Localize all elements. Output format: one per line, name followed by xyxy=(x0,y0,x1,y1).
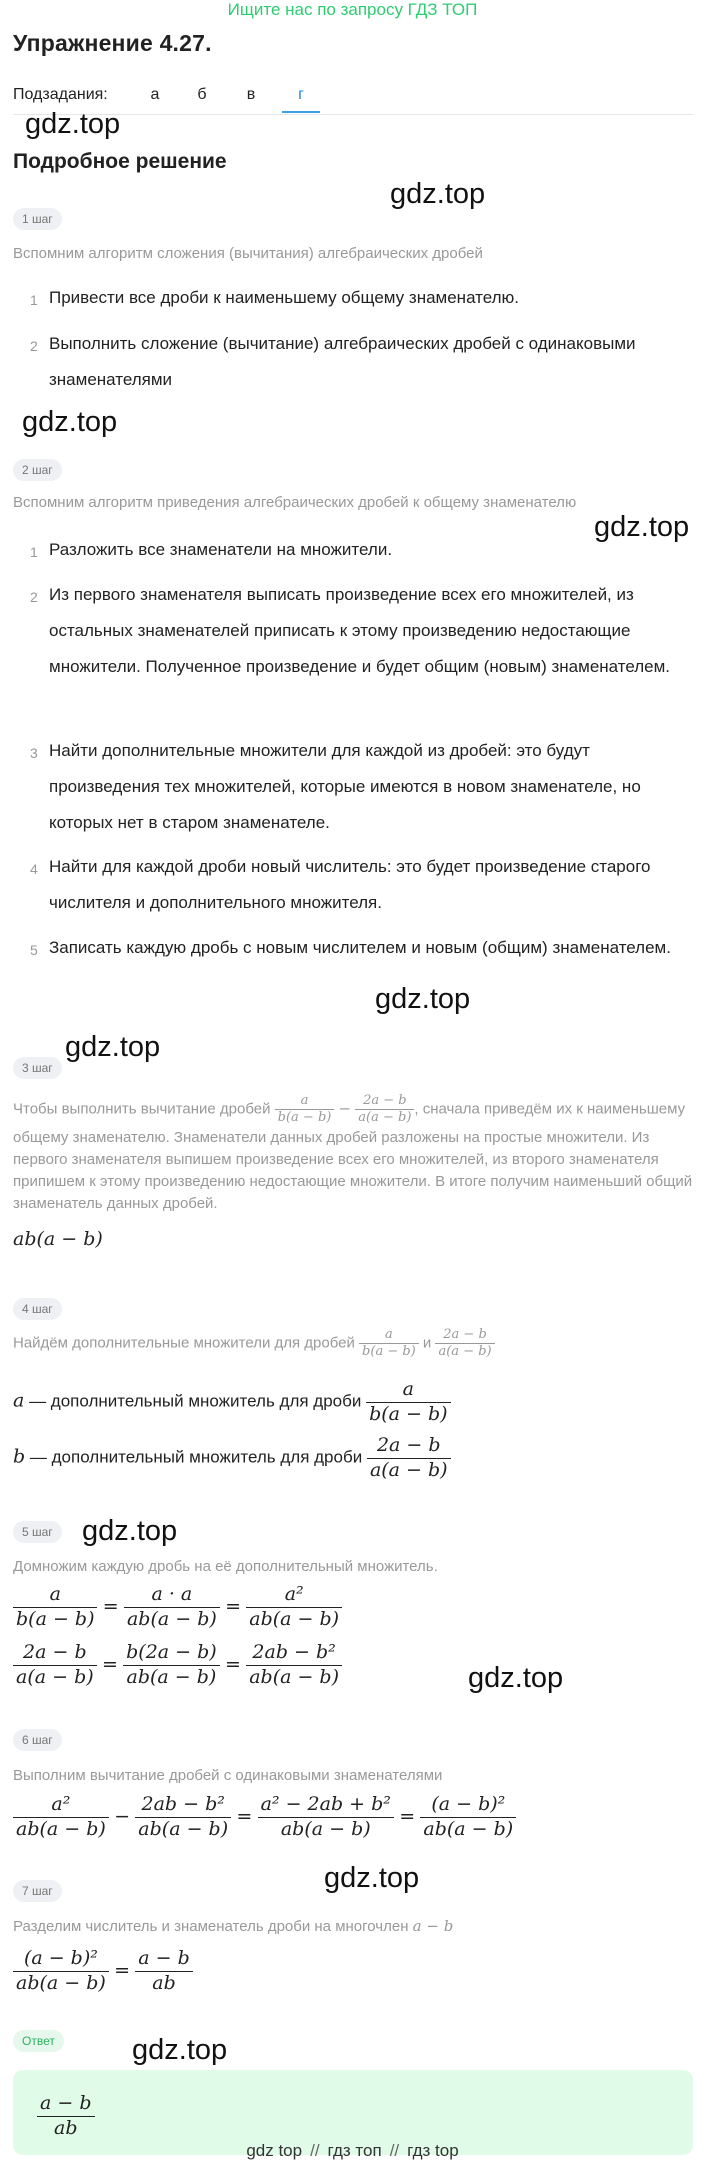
numerator: 2ab − b² xyxy=(135,1793,231,1818)
equals-sign: = xyxy=(225,1653,241,1676)
list-item: Найти дополнительные множители для каждой из дробей: это будут произведения тех множителей, которые имеются в новом знаменателе, но которых нет в старом знаменателе. xyxy=(49,741,641,832)
numerator: a − b xyxy=(37,2092,95,2117)
step-note xyxy=(13,1915,693,1938)
list-number: 1 xyxy=(30,544,38,560)
multiplier-line xyxy=(13,1378,451,1427)
answer-badge: Ответ xyxy=(13,2030,64,2052)
denominator: b(a − b) xyxy=(16,1607,95,1630)
step-badge: 6 шаг xyxy=(13,1729,62,1751)
denominator: a(a − b) xyxy=(358,1110,412,1126)
tab-g[interactable]: г xyxy=(298,86,304,103)
note-text: , сначала приведём их к наименьшему общему знаменателю. Знаменатели данных дробей разложены на простые множители. Из первого знаменателя выпишем произведение всех его множителей, из второго знаменателя припишем к этому произведению недостающие множители. В итоге получим наименьший общий знаменатель данных дробей. xyxy=(13,1100,693,1212)
numerator: 2a − b xyxy=(435,1327,494,1344)
footer-link[interactable]: гдз топ xyxy=(327,2141,382,2160)
list-number: 2 xyxy=(30,589,38,605)
divisor: a − b xyxy=(412,1917,454,1935)
fraction xyxy=(246,1583,342,1632)
list-item: Из первого знаменателя выписать произведение всех его множителей, из остальных знаменателей приписать к этому произведению недостающие множители. Полученное произведение и будет общим (новым) знаменателем. xyxy=(49,585,671,676)
step-badge: 7 шаг xyxy=(13,1880,62,1902)
multiplier-var: a xyxy=(13,1389,25,1412)
fraction xyxy=(13,1793,109,1842)
denominator: ab(a − b) xyxy=(16,1817,106,1840)
denominator: ab xyxy=(54,2116,78,2139)
fraction xyxy=(246,1641,342,1690)
fraction xyxy=(355,1093,414,1127)
numerator: a − b xyxy=(135,1947,193,1972)
section-heading: Подробное решение xyxy=(13,150,227,173)
numerator: 2ab − b² xyxy=(246,1641,342,1666)
step-badge: 4 шаг xyxy=(13,1298,62,1320)
note-text: Разделим числитель и знаменатель дроби на многочлен xyxy=(13,1918,409,1935)
footer-separator: // xyxy=(389,2141,400,2160)
watermark: gdz.top xyxy=(22,406,118,438)
fraction xyxy=(13,1947,109,1996)
equals-sign: = xyxy=(101,1653,118,1676)
step-note xyxy=(13,1093,693,1215)
numerator: 2a − b xyxy=(13,1641,97,1666)
step-note: Вспомним алгоритм приведения алгебраических дробей к общему знаменателю xyxy=(13,494,577,511)
fraction xyxy=(258,1793,394,1842)
watermark: gdz.top xyxy=(390,178,486,210)
step-badge: 2 шаг xyxy=(13,459,62,481)
note-text: Чтобы выполнить вычитание дробей xyxy=(13,1100,271,1118)
watermark: gdz.top xyxy=(594,511,690,543)
multiplier-text: — дополнительный множитель для дроби xyxy=(29,1391,362,1411)
tab-a[interactable]: а xyxy=(150,86,160,103)
answer-fraction xyxy=(37,2092,95,2141)
tab-b[interactable]: б xyxy=(197,86,207,103)
page-title: Упражнение 4.27. xyxy=(13,30,212,56)
fraction xyxy=(275,1093,335,1127)
numerator: a xyxy=(275,1093,335,1110)
denominator: a(a − b) xyxy=(369,1458,448,1481)
equals-sign: = xyxy=(225,1595,241,1618)
numerator: b(2a − b) xyxy=(123,1641,220,1666)
numerator: a xyxy=(359,1327,419,1344)
multiplier-text: — дополнительный множитель для дроби xyxy=(29,1447,363,1467)
fraction xyxy=(124,1583,220,1632)
footer-link[interactable]: гдз top xyxy=(407,2141,459,2160)
denominator: b(a − b) xyxy=(369,1402,448,1425)
denominator: a(a − b) xyxy=(16,1665,94,1688)
minus-sign: − xyxy=(338,1099,352,1118)
fraction xyxy=(135,1793,231,1842)
note-text: и xyxy=(422,1334,432,1352)
step-note xyxy=(13,1327,693,1361)
watermark: gdz.top xyxy=(25,108,121,140)
search-banner[interactable]: Ищите нас по запросу ГДЗ ТОП xyxy=(227,0,478,19)
numerator: a · a xyxy=(124,1583,220,1608)
common-denominator: ab(a − b) xyxy=(13,1228,103,1250)
active-tab-indicator xyxy=(282,111,320,113)
step-note: Выполним вычитание дробей с одинаковыми знаменателями xyxy=(13,1767,443,1784)
equals-sign: = xyxy=(399,1805,416,1828)
denominator: ab(a − b) xyxy=(249,1607,340,1630)
multiplier-line xyxy=(13,1434,451,1483)
list-item: Выполнить сложение (вычитание) алгебраических дробей с одинаковыми знаменателями xyxy=(49,334,636,389)
fraction xyxy=(367,1434,451,1483)
fraction xyxy=(123,1641,220,1690)
denominator: ab(a − b) xyxy=(126,1607,217,1630)
denominator: b(a − b) xyxy=(362,1344,416,1360)
step-badge: 5 шаг xyxy=(13,1521,62,1543)
step-badge: 3 шаг xyxy=(13,1057,62,1079)
numerator: (a − b)² xyxy=(420,1793,516,1818)
numerator: a² xyxy=(246,1583,342,1608)
list-item: Привести все дроби к наименьшему общему знаменателю. xyxy=(49,288,520,307)
numerator: a xyxy=(13,1583,97,1608)
fraction xyxy=(13,1583,97,1632)
denominator: ab(a − b) xyxy=(249,1665,340,1688)
numerator: (a − b)² xyxy=(13,1947,109,1972)
equation-row xyxy=(13,1947,193,1996)
list-item: Записать каждую дробь с новым числителем и новым (общим) знаменателем. xyxy=(49,938,671,957)
denominator: ab(a − b) xyxy=(16,1971,106,1994)
numerator: a² − 2ab + b² xyxy=(258,1793,394,1818)
minus-sign: − xyxy=(114,1805,131,1828)
footer-link[interactable]: gdz top xyxy=(246,2141,303,2160)
watermark: gdz.top xyxy=(65,1031,161,1063)
equation-row xyxy=(13,1793,516,1842)
fraction xyxy=(359,1327,419,1361)
numerator: 2a − b xyxy=(355,1093,414,1110)
equals-sign: = xyxy=(236,1805,253,1828)
footer-separator: // xyxy=(310,2141,320,2160)
step-badge: 1 шаг xyxy=(13,208,62,230)
fraction xyxy=(13,1641,97,1690)
list-number: 4 xyxy=(30,861,38,877)
denominator: ab(a − b) xyxy=(126,1665,217,1688)
equation-row xyxy=(13,1641,342,1690)
denominator: ab xyxy=(152,1971,176,1994)
tab-v[interactable]: в xyxy=(246,86,256,103)
numerator: a² xyxy=(13,1793,109,1818)
denominator: a(a − b) xyxy=(438,1344,492,1360)
multiplier-var: b xyxy=(13,1445,26,1468)
list-number: 5 xyxy=(30,942,38,958)
denominator: ab(a − b) xyxy=(423,1817,514,1840)
footer-links xyxy=(0,2141,705,2161)
equals-sign: = xyxy=(102,1595,119,1618)
watermark: gdz.top xyxy=(468,1662,564,1694)
list-item: Найти для каждой дроби новый числитель: это будет произведение старого числителя и дополнительного множителя. xyxy=(49,857,651,912)
equation-row xyxy=(13,1583,342,1632)
list-number: 1 xyxy=(30,292,38,308)
denominator: ab(a − b) xyxy=(280,1817,371,1840)
list-number: 2 xyxy=(30,338,38,354)
fraction xyxy=(366,1378,450,1427)
watermark: gdz.top xyxy=(132,2034,228,2066)
fraction xyxy=(135,1947,193,1996)
list-item: Разложить все знаменатели на множители. xyxy=(49,540,393,559)
denominator: b(a − b) xyxy=(277,1110,332,1126)
subtasks-label: Подзадания: xyxy=(13,86,108,103)
step-note: Вспомним алгоритм сложения (вычитания) алгебраических дробей xyxy=(13,245,483,262)
note-text: Найдём дополнительные множители для дробей xyxy=(13,1334,355,1352)
watermark: gdz.top xyxy=(375,983,471,1015)
fraction xyxy=(420,1793,516,1842)
list-number: 3 xyxy=(30,745,38,761)
fraction xyxy=(435,1327,494,1361)
denominator: ab(a − b) xyxy=(138,1817,229,1840)
numerator: 2a − b xyxy=(367,1434,451,1459)
step-note: Домножим каждую дробь на её дополнительный множитель. xyxy=(13,1558,438,1575)
watermark: gdz.top xyxy=(82,1515,178,1547)
numerator: a xyxy=(366,1378,450,1403)
equals-sign: = xyxy=(114,1959,131,1982)
watermark: gdz.top xyxy=(324,1862,420,1894)
